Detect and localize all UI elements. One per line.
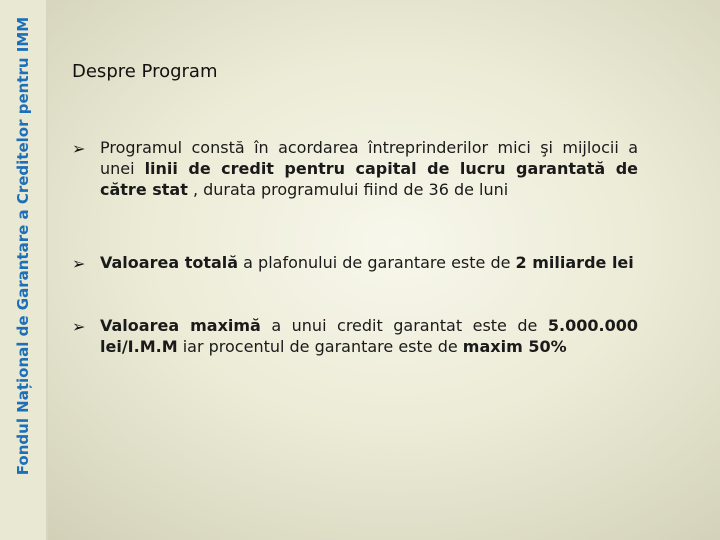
bullet-text: a unui credit garantat este de (260, 316, 548, 335)
bullet-item-max-value (70, 315, 638, 357)
bullet-list (70, 137, 638, 357)
bullet-text-bold: 5.000.000 lei/I.M.M (100, 316, 638, 356)
sidebar (0, 0, 48, 540)
arrow-bullet-icon: ➢ (72, 317, 86, 336)
page-title: Despre Program (72, 61, 218, 82)
bullet-text: , durata programului fiind de 36 de luni (187, 180, 509, 199)
bullet-text: a plafonului de garantare este de (238, 253, 516, 272)
bullet-text-bold: Valoarea maximă (100, 316, 261, 335)
bullet-item-total-value (70, 252, 638, 273)
bullet-text: iar procentul de garantare este de (177, 337, 463, 356)
bullet-text-bold: linii de credit pentru capital de lucru garantată de către stat (100, 159, 639, 199)
organization-name: Fondul Național de Garantare a Creditelor pentru IMM (14, 16, 32, 476)
bullet-item-program (70, 137, 638, 200)
bullet-text-bold: Valoarea totală (100, 253, 239, 272)
bullet-text-bold: maxim 50% (462, 337, 567, 356)
arrow-bullet-icon: ➢ (72, 254, 86, 273)
bullet-text-bold: 2 miliarde lei (515, 253, 634, 272)
arrow-bullet-icon: ➢ (72, 139, 86, 158)
bullet-text: Programul constă în acordarea întreprinderilor mici şi mijlocii a unei (100, 138, 638, 178)
